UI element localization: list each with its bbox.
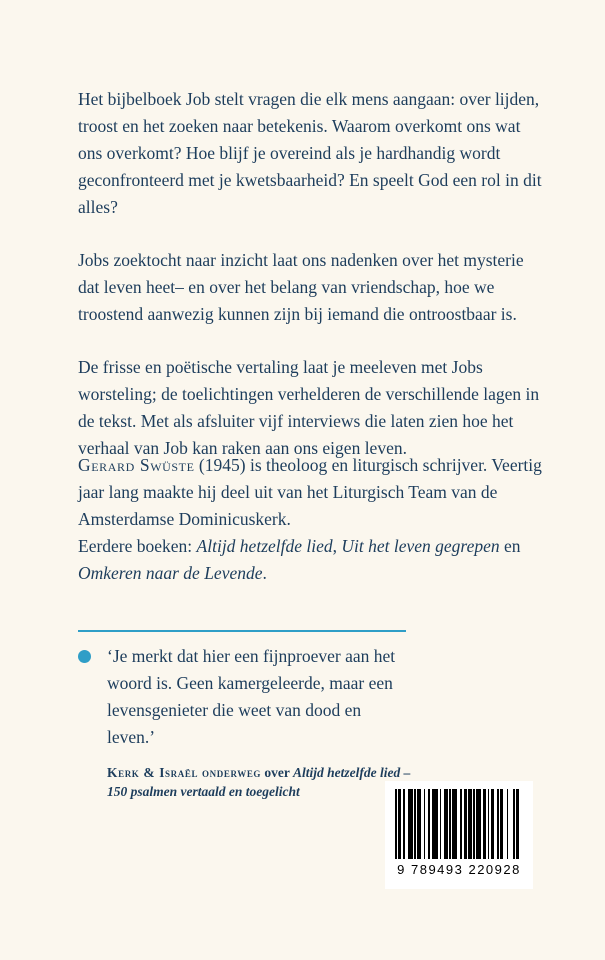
isbn-number: 9 789493 220928 [397,862,521,877]
previous-books [78,533,542,587]
review-quote: ‘Je merkt dat hier een fijnproever aan het woord is. Geen kamergeleerde, maar een levensgenieter die weet van dood en leven.’ [107,646,396,747]
book-title-1: Altijd hetzelfde lied [196,536,333,556]
quote-body [107,643,411,801]
book-title-2: Uit het leven gegrepen [341,536,500,556]
sentence-period: . [262,563,267,583]
blurb-section [78,86,542,488]
book-title-3: Omkeren naar de Levende [78,563,263,583]
blurb-paragraph-2: Jobs zoektocht naar inzicht laat ons nadenken over het mysterie dat leven heet– en over het belang van vriendschap, hoe we troostend aanwezig kunnen zijn bij iemand die ontroostbaar is. [78,250,524,324]
blurb-paragraph-1: Het bijbelboek Job stelt vragen die elk mens aangaan: over lijden, troost en het zoeken naar betekenis. Waarom overkomt ons wat ons overkomt? Hoe blijf je overeind als je hardhandig wordt geconfronteerd met je kwetsbaarheid? En speelt God een rol in dit alles? [78,89,542,217]
books-label: Eerdere boeken: [78,536,197,556]
review-attribution [107,763,425,801]
author-name: Gerard Swüste [78,455,195,475]
bullet-dot-icon [78,650,91,663]
review-section [78,630,418,801]
review-connector: over [261,765,294,780]
barcode-bars-icon [395,789,523,859]
author-bio-section [78,452,542,587]
author-bio [78,452,542,533]
review-source: Kerk & Israël onderweg [107,765,262,780]
divider-line [78,630,406,632]
quote-row [78,643,418,801]
book-separator-2: en [499,536,521,556]
blurb-paragraph-3: De frisse en poëtische vertaling laat je meeleven met Jobs worsteling; de toelichtingen verhelderen de verschillende lagen in de tekst. Met als afsluiter vijf interviews die laten zien hoe het verhaal van Job kan raken aan ons eigen leven. [78,357,540,458]
book-separator-1: , [332,536,342,556]
author-bio-text: (1945) is theoloog en liturgisch schrijver. Veertig jaar lang maakte hij deel uit van het Liturgisch Team van de Amsterdamse Dominicuskerk. [78,455,542,529]
barcode [385,781,533,889]
reviewed-work-title: Altijd hetzelfde lied – 150 psalmen vertaald en toegelicht [107,765,411,799]
barcode-gap [519,789,521,859]
